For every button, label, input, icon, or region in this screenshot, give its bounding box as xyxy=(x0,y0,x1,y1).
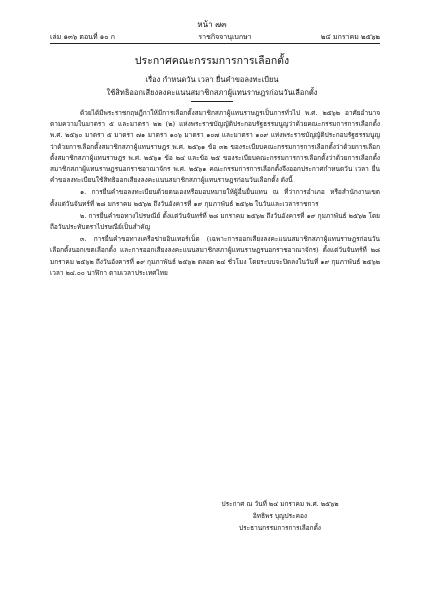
signatory-position: ประธานกรรมการการเลือกตั้ง xyxy=(239,524,321,532)
announcement-subject-line2: ใช้สิทธิออกเสียงลงคะแนนสมาชิกสภาผู้แทนราษฎรก่อนวันเลือกตั้ง xyxy=(106,88,318,97)
list-item-3: ๓. การยื่นคำขอทางเครือข่ายอินเทอร์เน็ต (เฉพาะการออกเสียงลงคะแนนสมาชิกสภาผู้แทนราษฎรก่อนวันเลือกตั้งนอกเขตเลือกตั้ง และการออกเสียงลงคะแนนสมาชิกสภาผู้แทนราษฎรนอกราชอาณาจักร) ตั้งแต่วันจันทร์ที่ ๒๘ มกราคม ๒๕๖๒ ถึงวันอังคารที่ ๑๙ กุมภาพันธ์ ๒๕๖๒ ตลอด ๒๔ ชั่วโมง โดยระบบจะปิดลงในวันที่ ๑๙ กุมภาพันธ์ ๒๕๖๒ เวลา ๒๔.๐๐ นาฬิกา ตามเวลาประเทศไทย xyxy=(50,235,380,277)
announcement-subject: เรื่อง กำหนดวัน เวลา ยื่นคำขอลงทะเบียน xyxy=(145,75,279,84)
signature-block xyxy=(205,498,355,534)
page-number: หน้า ๗๓ xyxy=(197,20,227,29)
gazette-header xyxy=(50,32,380,43)
body-paragraph: ด้วยได้มีพระราชกฤษฎีกาให้มีการเลือกตั้งสมาชิกสภาผู้แทนราษฎรเป็นการทั่วไป พ.ศ. ๒๕๖๒ อาศัยอำนาจตามความในมาตรา ๕ และมาตรา ๒๒ (๒) แห่งพระราชบัญญัติประกอบรัฐธรรมนูญว่าด้วยคณะกรรมการการเลือกตั้ง พ.ศ. ๒๕๖๐ มาตรา ๕ มาตรา ๗๑ มาตรา ๑๐๖ มาตรา ๑๐๗ และมาตรา ๑๐๙ แห่งพระราชบัญญัติประกอบรัฐธรรมนูญว่าด้วยการเลือกตั้งสมาชิกสภาผู้แทนราษฎร พ.ศ. ๒๕๖๑ ข้อ ๓๒ ของระเบียบคณะกรรมการการเลือกตั้งว่าด้วยการเลือกตั้งสมาชิกสภาผู้แทนราษฎร พ.ศ. ๒๕๖๑ ข้อ ๒๔ และข้อ ๒๕ ของระเบียบคณะกรรมการการเลือกตั้งว่าด้วยการเลือกตั้งสมาชิกสภาผู้แทนราษฎรนอกราชอาณาจักร พ.ศ. ๒๕๖๑ คณะกรรมการการเลือกตั้งจึงออกประกาศกำหนดวัน เวลา ยื่นคำขอลงทะเบียนใช้สิทธิออกเสียงลงคะแนนสมาชิกสภาผู้แทนราษฎรก่อนวันเลือกตั้ง ดังนี้ xyxy=(50,109,380,185)
title-divider xyxy=(191,101,233,102)
announcement-title: ประกาศคณะกรรมการการเลือกตั้ง xyxy=(134,55,290,67)
given-date: ประกาศ ณ วันที่ ๒๔ มกราคม พ.ศ. ๒๕๖๒ xyxy=(221,500,339,508)
list-item-2: ๒. การยื่นคำขอทางไปรษณีย์ ตั้งแต่วันจันทร์ที่ ๒๘ มกราคม ๒๕๖๒ ถึงวันอังคารที่ ๑๙ กุมภาพันธ์ ๒๕๖๒ โดยถือวันประทับตราไปรษณีย์เป็นสำคัญ xyxy=(50,211,380,232)
list-item-1: ๑. การยื่นคำขอลงทะเบียนด้วยตนเองหรือมอบหมายให้ผู้อื่นยื่นแทน ณ ที่ว่าการอำเภอ หรือสำนักงานเขต ตั้งแต่วันจันทร์ที่ ๒๘ มกราคม ๒๕๖๒ ถึงวันอังคารที่ ๑๙ กุมภาพันธ์ ๒๕๖๒ ในวันและเวลาราชการ xyxy=(50,188,380,208)
gazette-name: ราชกิจจานุเบกษา xyxy=(198,33,252,41)
signatory-name: อิทธิพร บุญประคอง xyxy=(252,512,308,520)
gazette-date: ๒๔ มกราคม ๒๕๖๒ xyxy=(320,33,380,41)
announcement-body xyxy=(50,108,380,279)
header-divider xyxy=(50,43,380,44)
volume-issue: เล่ม ๑๓๖ ตอนที่ ๑๐ ก xyxy=(50,33,115,41)
